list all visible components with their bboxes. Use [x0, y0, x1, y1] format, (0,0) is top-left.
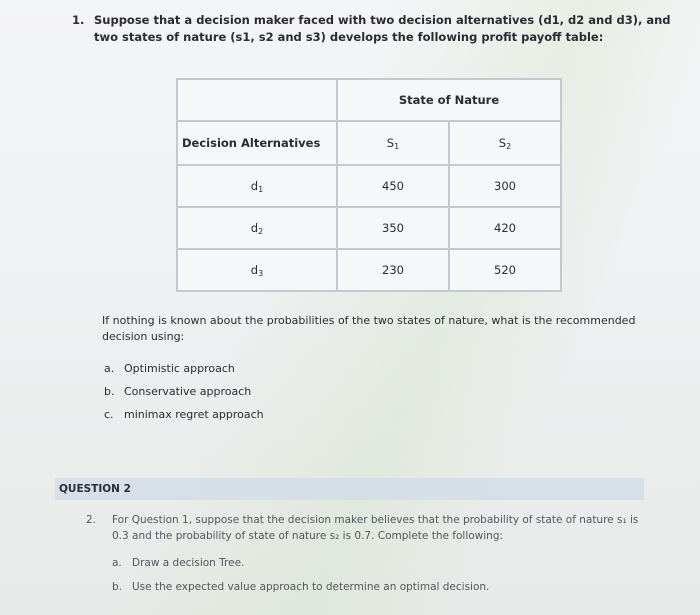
table-corner-cell [177, 79, 337, 121]
s1-base: S [386, 135, 395, 150]
option-c-marker: c. [104, 408, 114, 421]
s2-base: S [498, 135, 507, 150]
table-subheader-row [177, 121, 561, 165]
question-1-number: 1. [72, 13, 85, 27]
d2-subscript: 2 [258, 226, 264, 236]
row-d2-label [177, 207, 337, 249]
question-2-text: For Question 1, suppose that the decision maker believes that the probability of state of nature s₁ is 0.3 and the probability of state of nature s₂ is 0.7. Complete the following: [112, 514, 639, 542]
option-a-marker: a. [104, 362, 115, 375]
column-s2-header [449, 121, 561, 165]
list-item [112, 575, 489, 599]
question-2 [86, 512, 646, 544]
list-item [112, 551, 489, 575]
q2-option-a-text: Draw a decision Tree. [132, 557, 245, 569]
question-2-heading: QUESTION 2 [55, 478, 644, 500]
row-d3-label [177, 249, 337, 291]
s1-subscript: 1 [394, 141, 400, 151]
cell-d3-s2: 520 [449, 249, 561, 291]
option-b-marker: b. [104, 385, 115, 398]
option-b-text: Conservative approach [124, 385, 252, 398]
d2-base: d [250, 220, 259, 235]
state-of-nature-header: State of Nature [337, 79, 561, 121]
table-row [177, 165, 561, 207]
row-d1-label [177, 165, 337, 207]
cell-d1-s2: 300 [449, 165, 561, 207]
q2-option-b-marker: b. [112, 581, 123, 593]
q2-option-b-text: Use the expected value approach to determine an optimal decision. [132, 581, 490, 593]
d3-subscript: 3 [258, 268, 264, 278]
list-item [104, 380, 264, 403]
d1-subscript: 1 [258, 184, 264, 194]
list-item [104, 357, 264, 380]
option-c-text: minimax regret approach [124, 408, 264, 421]
list-item [104, 403, 264, 426]
cell-d2-s2: 420 [449, 207, 561, 249]
d1-base: d [250, 178, 259, 193]
payoff-table [176, 78, 562, 292]
question-1-text: Suppose that a decision maker faced with two decision alternatives (d1, d2 and d3), and two states of nature (s1, s2 and s3) develops the following profit payoff table: [94, 13, 671, 44]
decision-alternatives-header: Decision Alternatives [177, 121, 337, 165]
table-header-row [177, 79, 561, 121]
table-row [177, 249, 561, 291]
cell-d1-s1: 450 [337, 165, 449, 207]
table-row [177, 207, 561, 249]
cell-d3-s1: 230 [337, 249, 449, 291]
question-1 [72, 12, 672, 46]
question-1-options [104, 357, 264, 426]
d3-base: d [250, 262, 259, 277]
question-2-number: 2. [86, 514, 97, 526]
column-s1-header [337, 121, 449, 165]
q2-option-a-marker: a. [112, 557, 122, 569]
cell-d2-s1: 350 [337, 207, 449, 249]
question-2-options [112, 551, 489, 599]
s2-subscript: 2 [506, 141, 512, 151]
question-1-prompt: If nothing is known about the probabilities of the two states of nature, what is the recommended decision using: [102, 314, 636, 343]
option-a-text: Optimistic approach [124, 362, 235, 375]
